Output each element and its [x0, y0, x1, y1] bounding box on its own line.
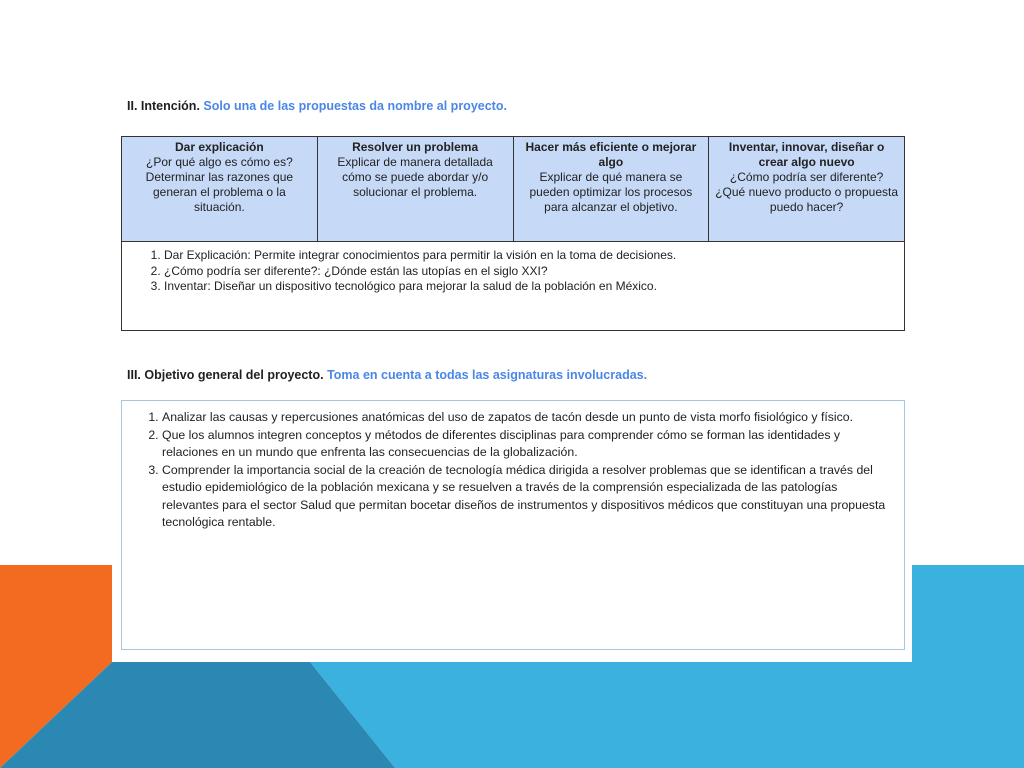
- option-text: ¿Cómo podría ser diferente? ¿Qué nuevo producto o propuesta puedo hacer?: [715, 170, 899, 214]
- option-title: Inventar, innovar, diseñar o crear algo nuevo: [728, 140, 885, 169]
- section-2-title: [127, 99, 507, 113]
- list-item: 3. Inventar: Diseñar un dispositivo tecnológico para mejorar la salud de la población en México.: [164, 279, 896, 295]
- option-title: Dar explicación: [175, 140, 264, 154]
- document-page: [112, 82, 912, 662]
- option-text: Explicar de qué manera se pueden optimizar los procesos para alcanzar el objetivo.: [529, 170, 693, 214]
- option-invent: [709, 137, 905, 242]
- option-improve: [513, 137, 709, 242]
- list-item: 1. Dar Explicación: Permite integrar conocimientos para permitir la visión en la toma de decisiones.: [164, 248, 896, 264]
- answers-row: [122, 242, 905, 331]
- objective-list: [122, 409, 904, 532]
- option-title: Resolver un problema: [352, 140, 479, 154]
- option-text: ¿Por qué algo es cómo es? Determinar las razones que generan el problema o la situación.: [145, 155, 294, 214]
- list-item: 2. Que los alumnos integren conceptos y métodos de diferentes disciplinas para comprender cómo se forman las identidades y relaciones en un mundo que enfrenta las consecuencias de la globalización.: [162, 427, 890, 462]
- list-item: 3. Comprender la importancia social de la creación de tecnología médica dirigida a resolver problemas que se identifican a través del estudio epidemiológico de la población mexicana y se resuelven a través de la comprensión especializada de las patologías relevantes para el sector Salud que permitan bocetar diseños de instrumentos y dispositivos médicos que constituyan una propuesta tecnológica rentable.: [162, 462, 890, 532]
- section-2-label: II. Intención.: [127, 99, 200, 113]
- option-solve: [317, 137, 513, 242]
- section-2-hint: Solo una de las propuestas da nombre al proyecto.: [203, 99, 507, 113]
- objective-box: [121, 400, 905, 650]
- list-item: 1. Analizar las causas y repercusiones anatómicas del uso de zapatos de tacón desde un punto de vista morfo fisiológico y físico.: [162, 409, 890, 427]
- intention-table: [121, 136, 905, 331]
- section-3-label: III. Objetivo general del proyecto.: [127, 368, 324, 382]
- option-title: Hacer más eficiente o mejorar algo: [525, 140, 697, 169]
- list-item: 2. ¿Cómo podría ser diferente?: ¿Dónde están las utopías en el siglo XXI?: [164, 264, 896, 280]
- section-3-hint: Toma en cuenta a todas las asignaturas involucradas.: [327, 368, 648, 382]
- options-row: [122, 137, 905, 242]
- answers-list: [132, 248, 896, 295]
- option-explain: [122, 137, 318, 242]
- option-text: Explicar de manera detallada cómo se puede abordar y/o solucionar el problema.: [337, 155, 493, 199]
- section-3-title: [127, 368, 647, 382]
- answers-cell: [122, 242, 905, 331]
